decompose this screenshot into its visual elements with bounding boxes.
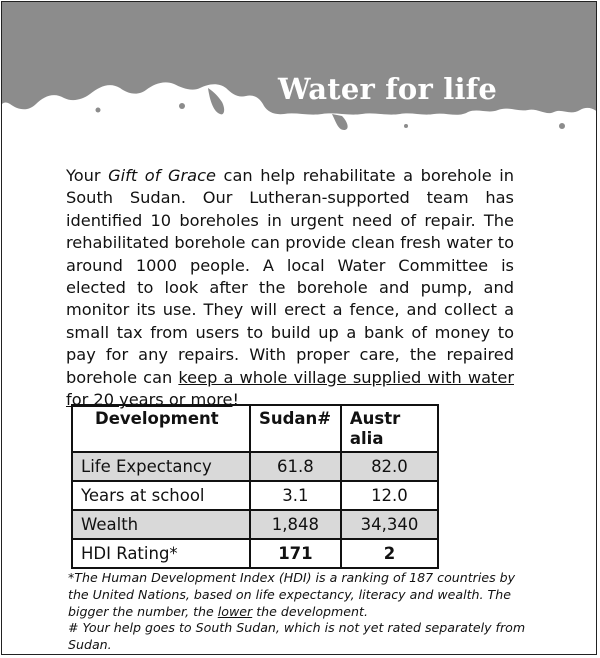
intro-text: can help rehabilitate a borehole in South Sudan. Our Lutheran-supported team has identified 10 boreholes in urgent need of repair. The rehabilitated borehole can provide clean fresh water to around 1000 people. A local Water Committee is elected to look after the borehole and pump, and monitor its use. They will erect a fence, and collect a small tax from users to build up a bank of money to pay for any repairs. With proper care, the repaired borehole can	[66, 166, 514, 387]
row-label: HDI Rating*	[72, 539, 250, 568]
splash-dot	[179, 103, 185, 109]
table-row	[72, 452, 438, 481]
australia-value: 12.0	[341, 481, 438, 510]
column-header: Australia	[341, 405, 438, 452]
row-label: Life Expectancy	[72, 452, 250, 481]
emphasis-underlined-text: keep a whole village supplied with water for 20 years or more	[66, 367, 514, 410]
australia-value: 34,340	[341, 510, 438, 539]
row-label: Wealth	[72, 510, 250, 539]
hdi-note: *The Human Development Index (HDI) is a ranking of 187 countries by the United Nations, based on life expectancy, literacy and wealth. The bigger the number, the	[68, 570, 516, 619]
page-title: Water for life	[278, 72, 498, 106]
development-table	[71, 404, 439, 569]
intro-end: !	[232, 390, 239, 410]
splash-dot	[404, 124, 408, 128]
splash-dot	[559, 123, 565, 129]
australia-value: 2	[341, 539, 438, 568]
table-row	[72, 510, 438, 539]
hdi-note-end: the development.	[252, 603, 368, 619]
sudan-value: 61.8	[250, 452, 341, 481]
splash-drip	[332, 114, 348, 130]
page-frame	[1, 1, 597, 655]
sudan-value: 1,848	[250, 510, 341, 539]
australia-value: 82.0	[341, 452, 438, 481]
splash-drip	[208, 88, 224, 114]
column-header: Development	[72, 405, 250, 452]
row-label: Years at school	[72, 481, 250, 510]
sudan-note: # Your help goes to South Sudan, which is not yet rated separately from Sudan.	[68, 620, 526, 653]
table-row	[72, 539, 438, 568]
intro-paragraph	[66, 165, 514, 411]
splash-dot	[96, 108, 101, 113]
table-header-row	[72, 405, 438, 452]
footnote	[68, 570, 528, 654]
table-row	[72, 481, 438, 510]
sudan-value: 171	[250, 539, 341, 568]
intro-text: Your	[66, 166, 109, 185]
sudan-value: 3.1	[250, 481, 341, 510]
gift-of-grace-text: Gift of Grace	[108, 166, 216, 185]
lower-underlined: lower	[217, 603, 253, 619]
column-header: Sudan#	[250, 405, 341, 452]
